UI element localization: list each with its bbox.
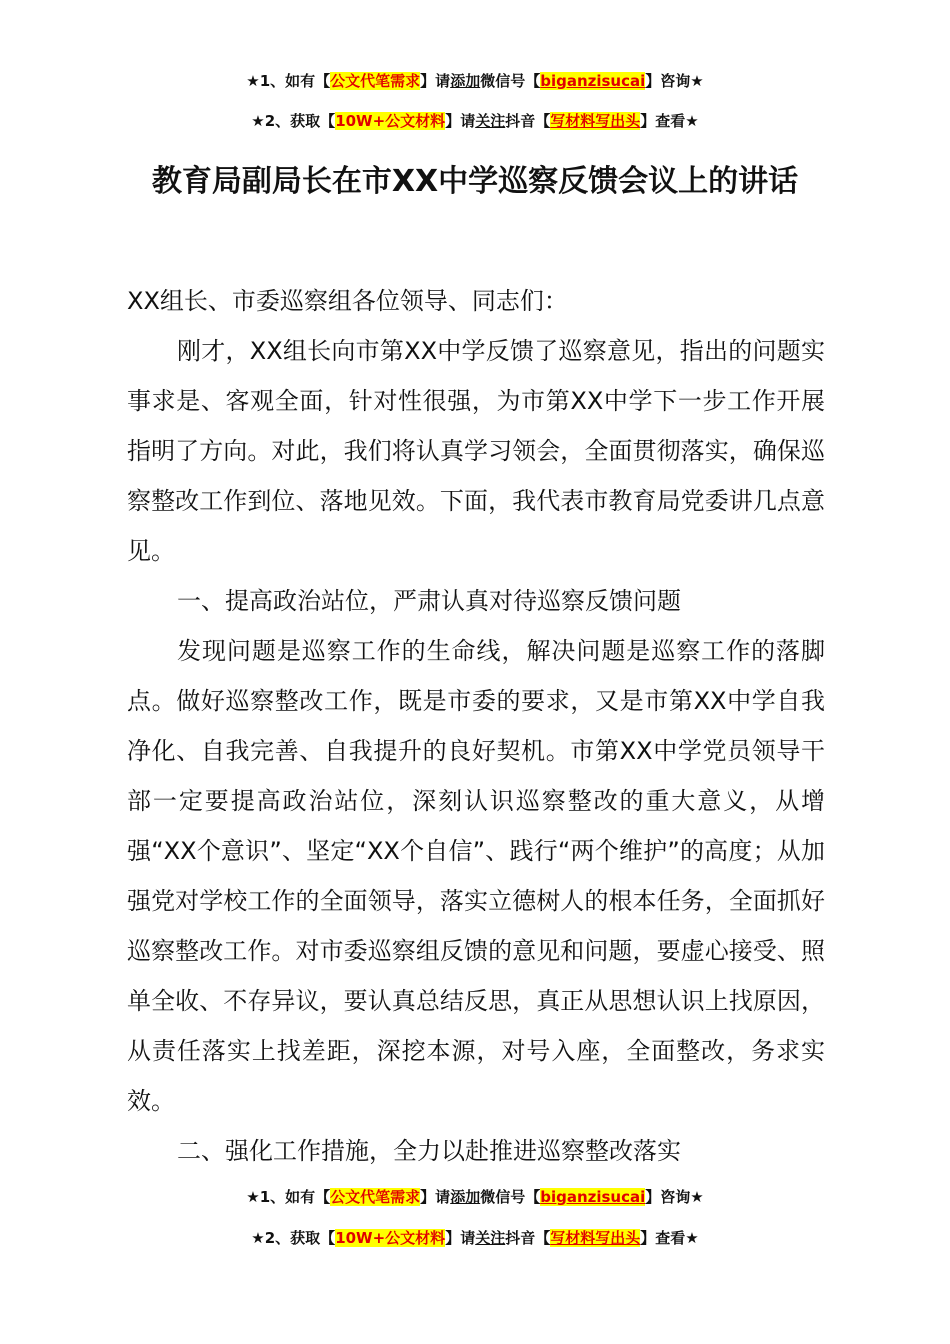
banner-douyin-id: 写材料写出头 <box>550 1229 641 1247</box>
banner-underline: 添加 <box>450 72 481 90</box>
banner-text: ★2、获取【 <box>251 1229 336 1247</box>
body-paragraph: 刚才，XX组长向市第XX中学反馈了巡察意见，指出的问题实事求是、客观全面，针对性很强，为市第XX中学下一步工作开展指明了方向。对此，我们将认真学习领会，全面贯彻落实，确保巡察整改工作到位、落地见效。下面，我代表市教育局党委讲几点意见。 <box>127 337 825 565</box>
banner-text: 微信号【 <box>480 1188 541 1206</box>
banner-text: 抖音【 <box>505 112 551 130</box>
header-banner-line-2 <box>0 110 950 132</box>
footer-banner-line-2 <box>0 1227 950 1249</box>
banner-text: 微信号【 <box>480 72 541 90</box>
banner-text: ★1、如有【 <box>246 72 331 90</box>
banner-underline: 关注 <box>475 1229 506 1247</box>
banner-wechat-id: biganzisucai <box>540 1188 646 1206</box>
banner-highlight: 公文代笔需求 <box>330 1188 421 1206</box>
banner-text: 】请 <box>445 1229 476 1247</box>
banner-text: 】查看★ <box>640 1229 699 1247</box>
banner-text: 】请 <box>445 112 476 130</box>
banner-text: ★1、如有【 <box>246 1188 331 1206</box>
section-heading: 一、提高政治站位，严肃认真对待巡察反馈问题 <box>177 587 681 615</box>
section-heading: 二、强化工作措施，全力以赴推进巡察整改落实 <box>177 1137 681 1165</box>
footer-banner-line-1 <box>0 1186 950 1208</box>
banner-text: 】请 <box>420 1188 451 1206</box>
banner-text: 】查看★ <box>640 112 699 130</box>
banner-wechat-id: biganzisucai <box>540 72 646 90</box>
document-title: 教育局副局长在市XX中学巡察反馈会议上的讲话 <box>151 164 799 199</box>
banner-text: 】请 <box>420 72 451 90</box>
banner-douyin-id: 写材料写出头 <box>550 112 641 130</box>
banner-highlight: 10W+公文材料 <box>335 1229 446 1247</box>
banner-highlight: 10W+公文材料 <box>335 112 446 130</box>
banner-text: 】咨询★ <box>645 72 704 90</box>
document-body <box>127 276 825 1176</box>
banner-text: 】咨询★ <box>645 1188 704 1206</box>
header-banner-line-1 <box>0 70 950 92</box>
banner-underline: 关注 <box>475 112 506 130</box>
banner-text: 抖音【 <box>505 1229 551 1247</box>
banner-highlight: 公文代笔需求 <box>330 72 421 90</box>
banner-underline: 添加 <box>450 1188 481 1206</box>
banner-text: ★2、获取【 <box>251 112 336 130</box>
body-paragraph: 发现问题是巡察工作的生命线，解决问题是巡察工作的落脚点。做好巡察整改工作，既是市委的要求，又是市第XX中学自我净化、自我完善、自我提升的良好契机。市第XX中学党员领导干部一定要提高政治站位，深刻认识巡察整改的重大意义，从增强“XX个意识”、坚定“XX个自信”、践行“两个维护”的高度；从加强党对学校工作的全面领导，落实立德树人的根本任务，全面抓好巡察整改工作。对市委巡察组反馈的意见和问题，要虚心接受、照单全收、不存异议，要认真总结反思，真正从思想认识上找原因，从责任落实上找差距，深挖本源，对号入座，全面整改，务求实效。 <box>127 637 825 1115</box>
salutation: XX组长、市委巡察组各位领导、同志们： <box>127 287 568 315</box>
